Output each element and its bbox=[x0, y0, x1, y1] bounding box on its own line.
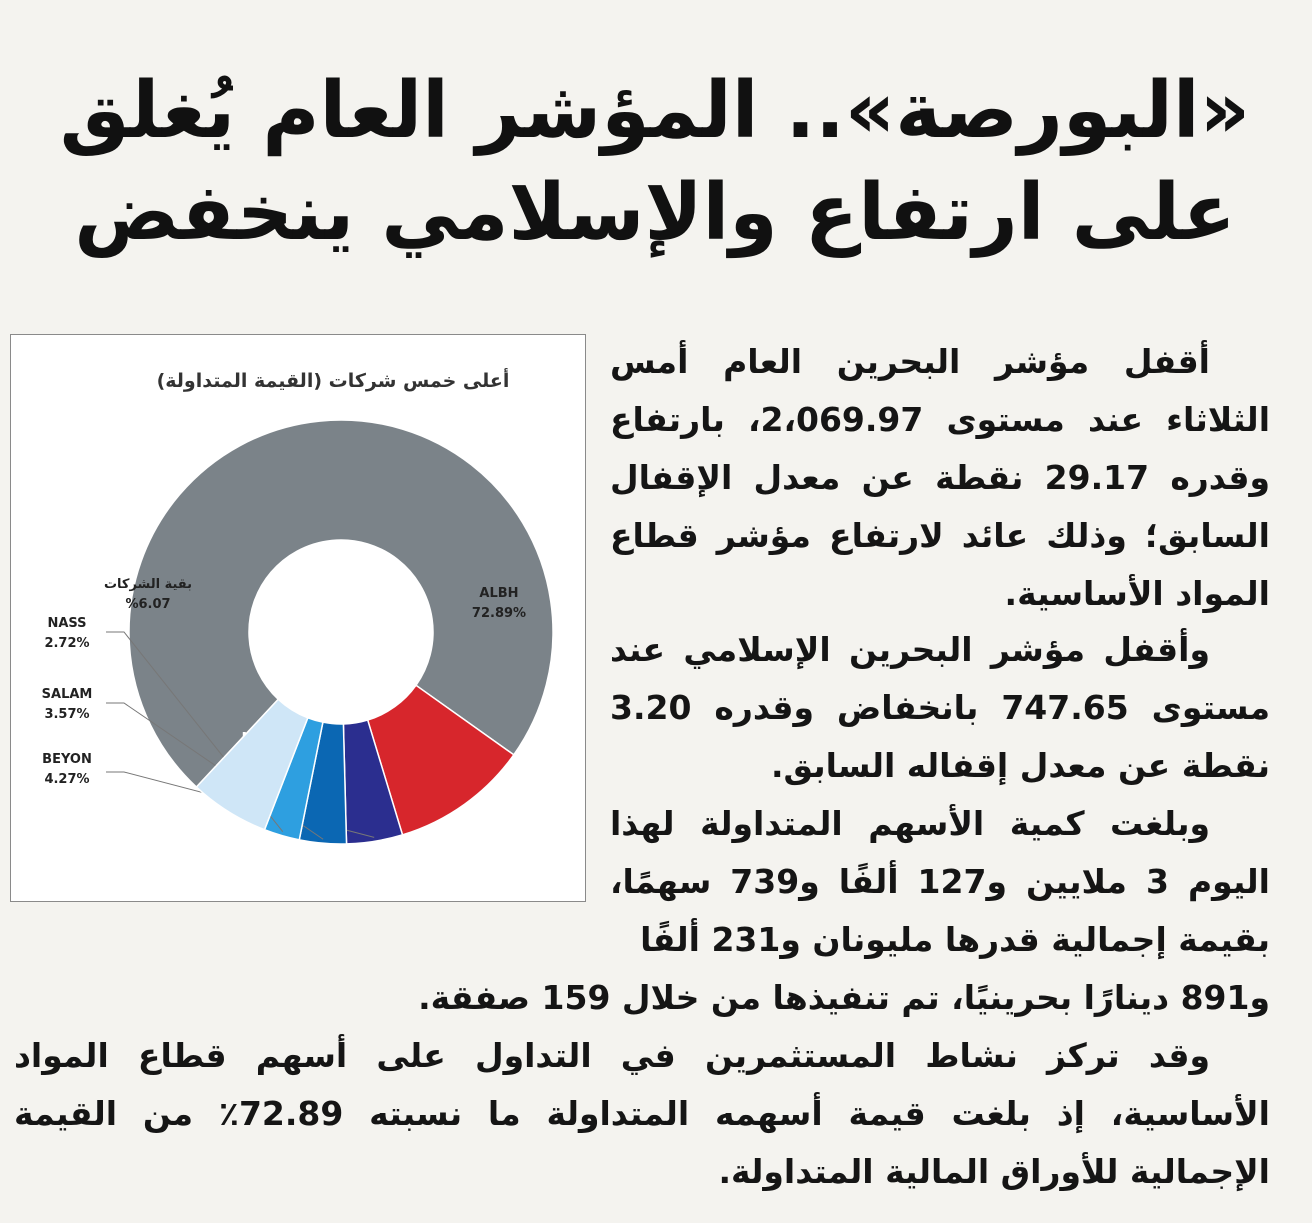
slice-label: SALAM bbox=[41, 687, 93, 702]
paragraph-4: وقد تركز نشاط المستثمرين في التداول على أسهم قطاع المواد الأساسية، إذ بلغت قيمة أسهمه المتداولة ما نسبته 72.89٪ من القيمة الإجمالية للأوراق المالية المتداولة. bbox=[14, 1036, 1270, 1191]
slice-label: BEYON bbox=[42, 752, 92, 767]
chart-panel bbox=[10, 334, 586, 902]
slice-value-label: 3.57% bbox=[44, 707, 90, 722]
slice-label: ALBH bbox=[479, 586, 519, 601]
headline bbox=[60, 60, 1250, 264]
headline-line-1: «البورصة».. المؤشر العام يُغلق bbox=[59, 66, 1250, 156]
paragraph-3: وبلغت كمية الأسهم المتداولة لهذا اليوم 3 ملايين و127 ألفًا و739 سهمًا، بقيمة إجمالية قدرها مليونان و231 ألفًا bbox=[610, 804, 1270, 959]
slice-value-label: 72.89% bbox=[471, 606, 527, 621]
donut-chart bbox=[11, 335, 585, 901]
chart-title: أعلى خمس شركات (القيمة المتداولة) bbox=[156, 370, 510, 392]
slice-value-label: 4.27% bbox=[44, 772, 90, 787]
paragraph-1: أقفل مؤشر البحرين العام أمس الثلاثاء عند مستوى 2،069.97، بارتفاع وقدره 29.17 نقطة عن معدل الإقفال السابق؛ وذلك عائد لارتفاع مؤشر قطاع المواد الأساسية. bbox=[610, 342, 1271, 613]
slice-value-label: %6.07 bbox=[125, 597, 171, 612]
slice-label: NASS bbox=[47, 616, 87, 631]
paragraph-3-continued: و891 دينارًا بحرينيًا، تم تنفيذها من خلال 159 صفقة. bbox=[418, 978, 1270, 1017]
paragraph-2: وأقفل مؤشر البحرين الإسلامي عند مستوى 747.65 بانخفاض وقدره 3.20 نقطة عن معدل إقفاله السابق. bbox=[610, 630, 1271, 785]
slice-value-label: 2.72% bbox=[44, 636, 90, 651]
headline-line-2: على ارتفاع والإسلامي ينخفض bbox=[74, 168, 1236, 258]
slice-label: بقية الشركات bbox=[103, 577, 193, 592]
